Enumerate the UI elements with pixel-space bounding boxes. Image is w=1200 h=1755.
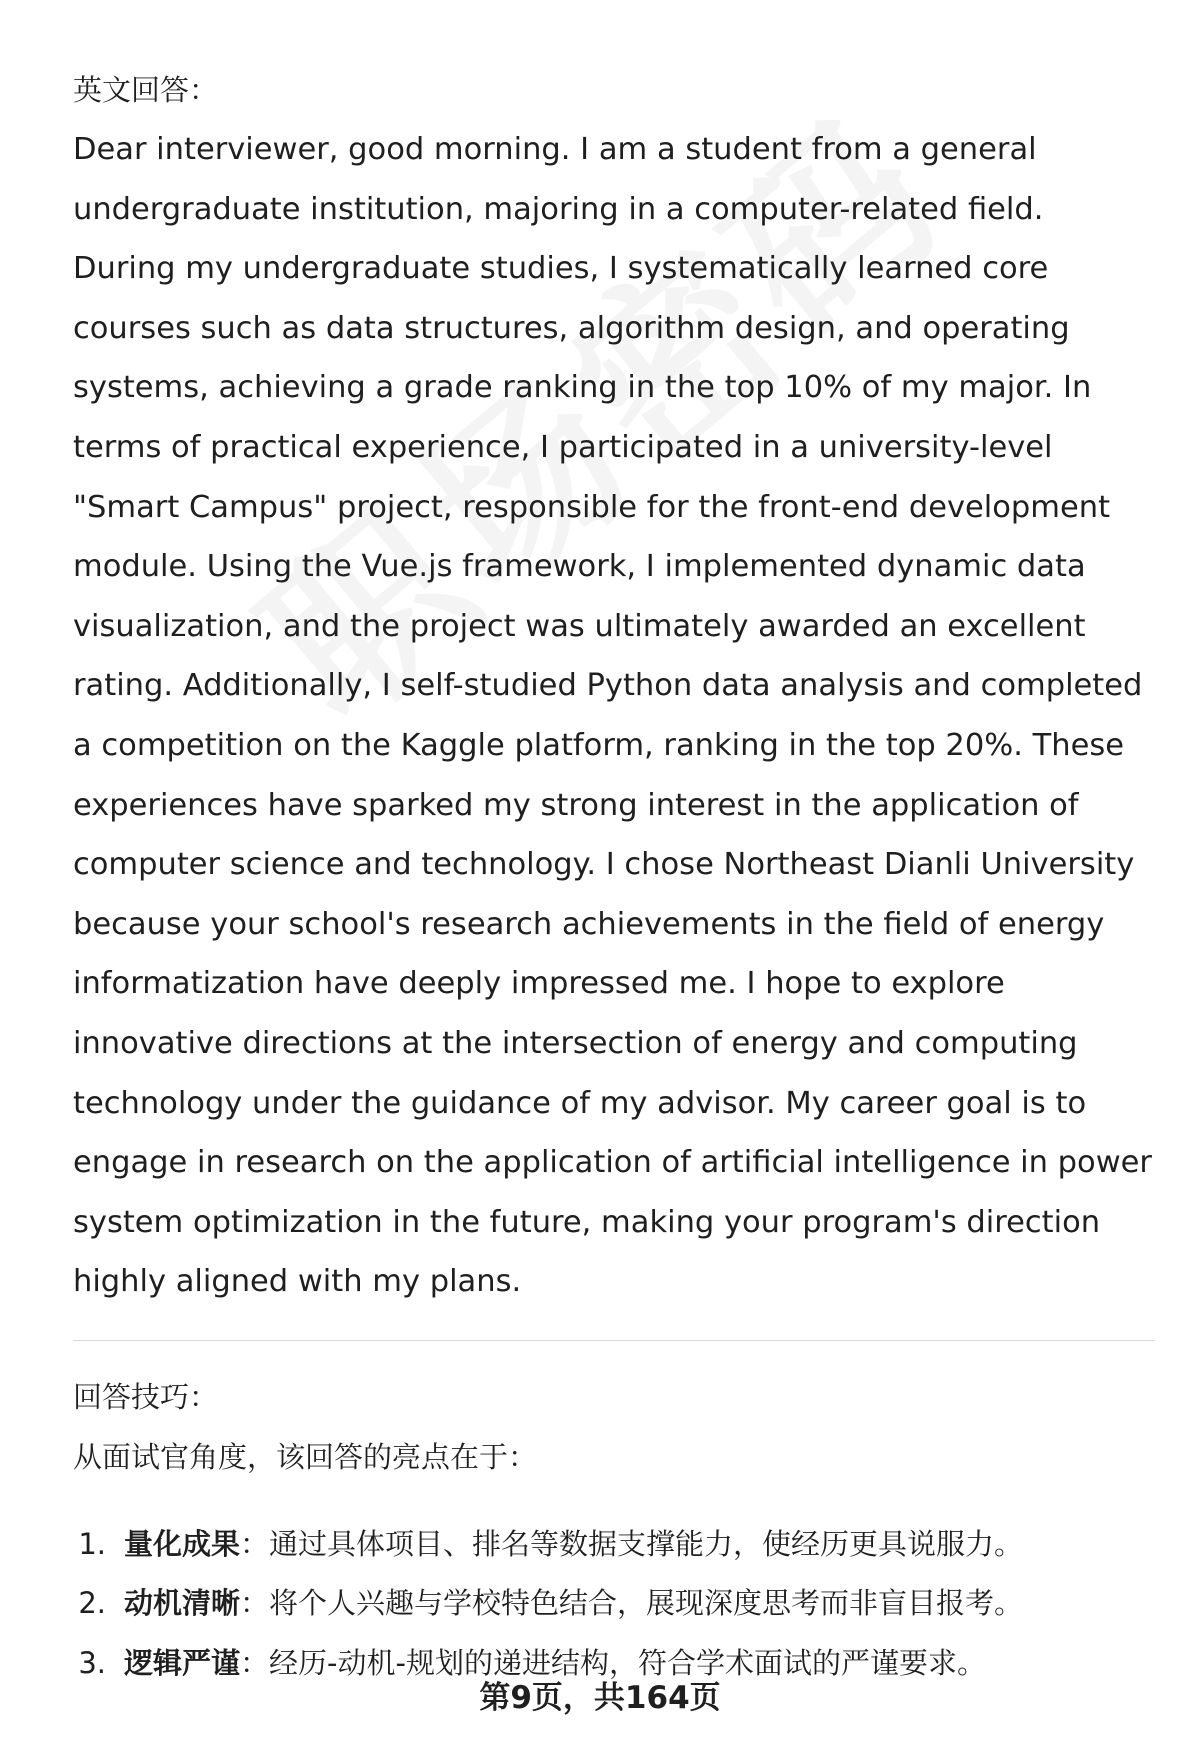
list-item-number: 1. — [78, 1526, 106, 1561]
list-item-text: ：通过具体项目、排名等数据支撑能力，使经历更具说服力。 — [240, 1526, 1024, 1561]
english-answer-heading: 英文回答： — [73, 73, 219, 107]
english-answer-body: Dear interviewer, good morning. I am a student from a general undergraduate institution, majoring in a computer-related field. During my undergraduate studies, I systematically learned core courses such as data structures, algorithm design, and operating systems, achieving a grade ranking in the top 10% of my major. In terms of practical experience, I participated in a university-level "Smart Campus" project, responsible for the front-end development module. Using the Vue.js framework, I implemented dynamic data visualization, and the project was ultimately awarded an excellent rating. Additionally, I self-studied Python data analysis and completed a competition on the Kaggle platform, ranking in the top 20%. These experiences have sparked my strong interest in the application of computer science and technology. I chose Northeast Dianli University because your school's research achievements in the field of energy informatization have deeply impressed me. I hope to explore innovative directions at the intersection of energy and computing technology under the guidance of my advisor. My career goal is to engage in research on the application of artificial intelligence in power system optimization in the future, making your program's direction highly aligned with my plans. — [73, 132, 1152, 1300]
section-divider — [73, 1340, 1155, 1341]
list-item — [73, 1574, 1153, 1634]
tips-heading: 回答技巧： — [73, 1379, 219, 1414]
page-number: 第9页，共164页 — [479, 1680, 721, 1716]
list-item-number: 2. — [78, 1586, 106, 1621]
list-item-term: 量化成果 — [124, 1526, 241, 1561]
list-item-text: ：将个人兴趣与学校特色结合，展现深度思考而非盲目报考。 — [240, 1586, 1024, 1621]
list-item-number: 3. — [78, 1645, 106, 1680]
tips-intro: 从面试官角度，该回答的亮点在于： — [73, 1439, 538, 1474]
list-item-term: 逻辑严谨 — [124, 1645, 241, 1680]
list-item-term: 动机清晰 — [124, 1586, 241, 1621]
list-item-text: ：经历-动机-规划的递进结构，符合学术面试的严谨要求。 — [240, 1645, 986, 1680]
tips-list — [73, 1515, 1153, 1694]
document-page — [73, 60, 1153, 1693]
list-item — [73, 1515, 1153, 1575]
